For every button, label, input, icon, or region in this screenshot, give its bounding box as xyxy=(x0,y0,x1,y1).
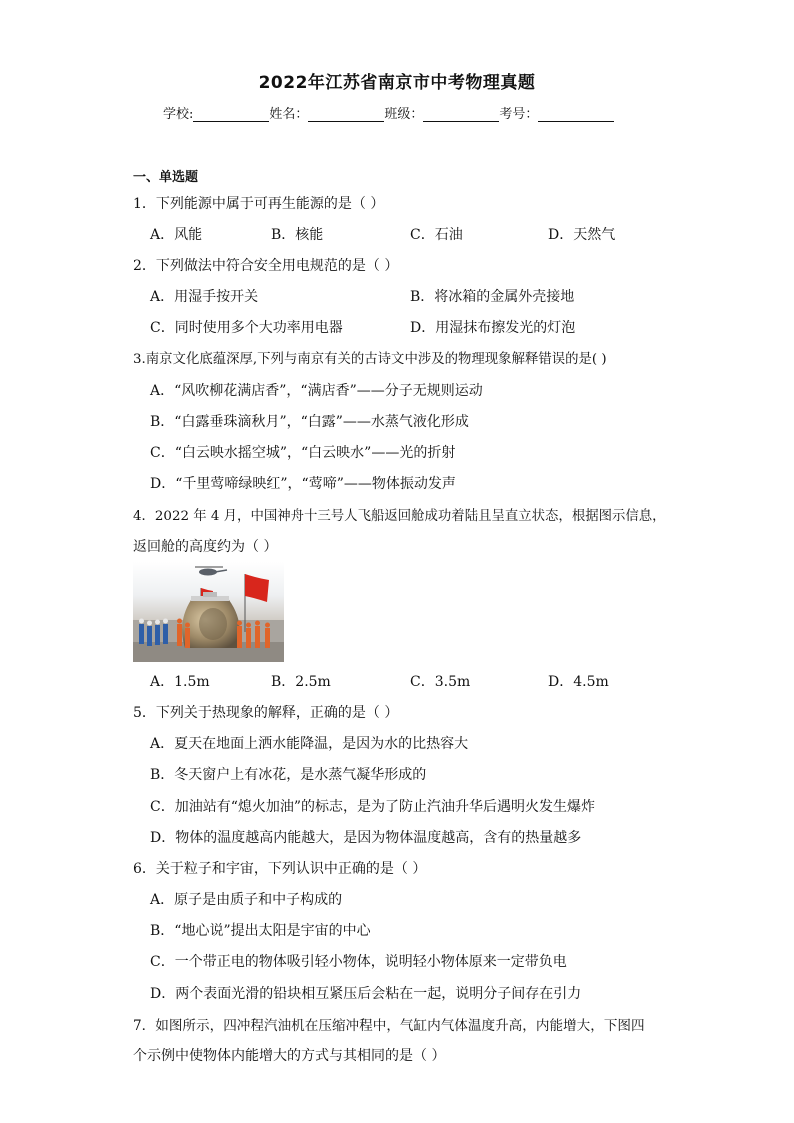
number-field[interactable] xyxy=(538,107,614,122)
number-label: 考号： xyxy=(499,107,539,122)
question-4-option-d: D．4.5m xyxy=(548,674,609,690)
question-6-option-b: B．“地心说”提出太阳是宇宙的中心 xyxy=(150,923,371,939)
question-1-option-a: A．风能 xyxy=(150,227,203,243)
name-label: 姓名： xyxy=(269,107,309,122)
landing-scene-illustration xyxy=(133,562,284,662)
class-field[interactable] xyxy=(423,107,499,122)
school-field[interactable] xyxy=(193,107,269,122)
question-1-option-d: D．天然气 xyxy=(548,227,616,243)
question-3-option-b: B．“白露垂珠滴秋月”，“白露”——水蒸气液化形成 xyxy=(150,414,469,430)
school-label: 学校: xyxy=(163,107,194,122)
question-7-stem-line2: 个示例中使物体内能增大的方式与其相同的是（ ） xyxy=(133,1048,446,1064)
question-4-stem-line1: 4．2022 年 4 月，中国神舟十三号人飞船返回舱成功着陆且呈直立状态，根据图示信息， xyxy=(133,509,666,524)
question-1-option-b: B．核能 xyxy=(271,227,324,243)
question-3-option-c: C．“白云映水摇空城”，“白云映水”——光的折射 xyxy=(150,445,456,461)
question-5-stem: 5．下列关于热现象的解释，正确的是（ ） xyxy=(133,705,399,721)
name-field[interactable] xyxy=(308,107,384,122)
question-3-stem: 3.南京文化底蕴深厚,下列与南京有关的古诗文中涉及的物理现象解释错误的是( ) xyxy=(133,352,607,367)
question-2-option-a: A．用湿手按开关 xyxy=(150,289,259,305)
question-5-option-b: B．冬天窗户上有冰花，是水蒸气凝华形成的 xyxy=(150,767,427,783)
return-capsule-photo xyxy=(133,562,284,662)
student-info-row xyxy=(163,103,614,122)
question-5-option-c: C．加油站有“熄火加油”的标志，是为了防止汽油升华后遇明火发生爆炸 xyxy=(150,799,596,815)
question-1-option-c: C．石油 xyxy=(410,227,463,243)
page-title: 2022年江苏省南京市中考物理真题 xyxy=(258,73,536,93)
question-6-option-c: C．一个带正电的物体吸引轻小物体，说明轻小物体原来一定带负电 xyxy=(150,954,567,970)
question-3-option-a: A．“风吹柳花满店香”，“满店香”——分子无规则运动 xyxy=(150,383,483,399)
question-6-option-a: A．原子是由质子和中子构成的 xyxy=(150,892,343,908)
question-7-stem-line1: 7．如图所示，四冲程汽油机在压缩冲程中，气缸内气体温度升高，内能增大，下图四 xyxy=(133,1018,645,1034)
class-label: 班级： xyxy=(384,107,424,122)
question-1-stem: 1．下列能源中属于可再生能源的是（ ） xyxy=(133,196,385,212)
question-2-stem: 2．下列做法中符合安全用电规范的是（ ） xyxy=(133,258,399,274)
question-4-option-c: C．3.5m xyxy=(410,674,471,690)
question-5-option-a: A．夏天在地面上洒水能降温，是因为水的比热容大 xyxy=(150,736,469,752)
question-6-stem: 6．关于粒子和宇宙，下列认识中正确的是（ ） xyxy=(133,861,427,877)
question-4-stem-line2: 返回舱的高度约为（ ） xyxy=(133,539,278,555)
section-heading: 一、单选题 xyxy=(133,170,199,185)
question-4-option-a: A．1.5m xyxy=(150,674,210,690)
question-2-option-d: D．用湿抹布擦发光的灯泡 xyxy=(410,320,576,336)
question-6-option-d: D．两个表面光滑的铅块相互紧压后会粘在一起，说明分子间存在引力 xyxy=(150,986,582,1002)
question-4-option-b: B．2.5m xyxy=(271,674,331,690)
question-5-option-d: D．物体的温度越高内能越大，是因为物体温度越高，含有的热量越多 xyxy=(150,830,582,846)
question-2-option-c: C．同时使用多个大功率用电器 xyxy=(150,320,343,336)
question-2-option-b: B．将冰箱的金属外壳接地 xyxy=(410,289,575,305)
question-3-option-d: D．“千里莺啼绿映红”，“莺啼”——物体振动发声 xyxy=(150,476,456,492)
